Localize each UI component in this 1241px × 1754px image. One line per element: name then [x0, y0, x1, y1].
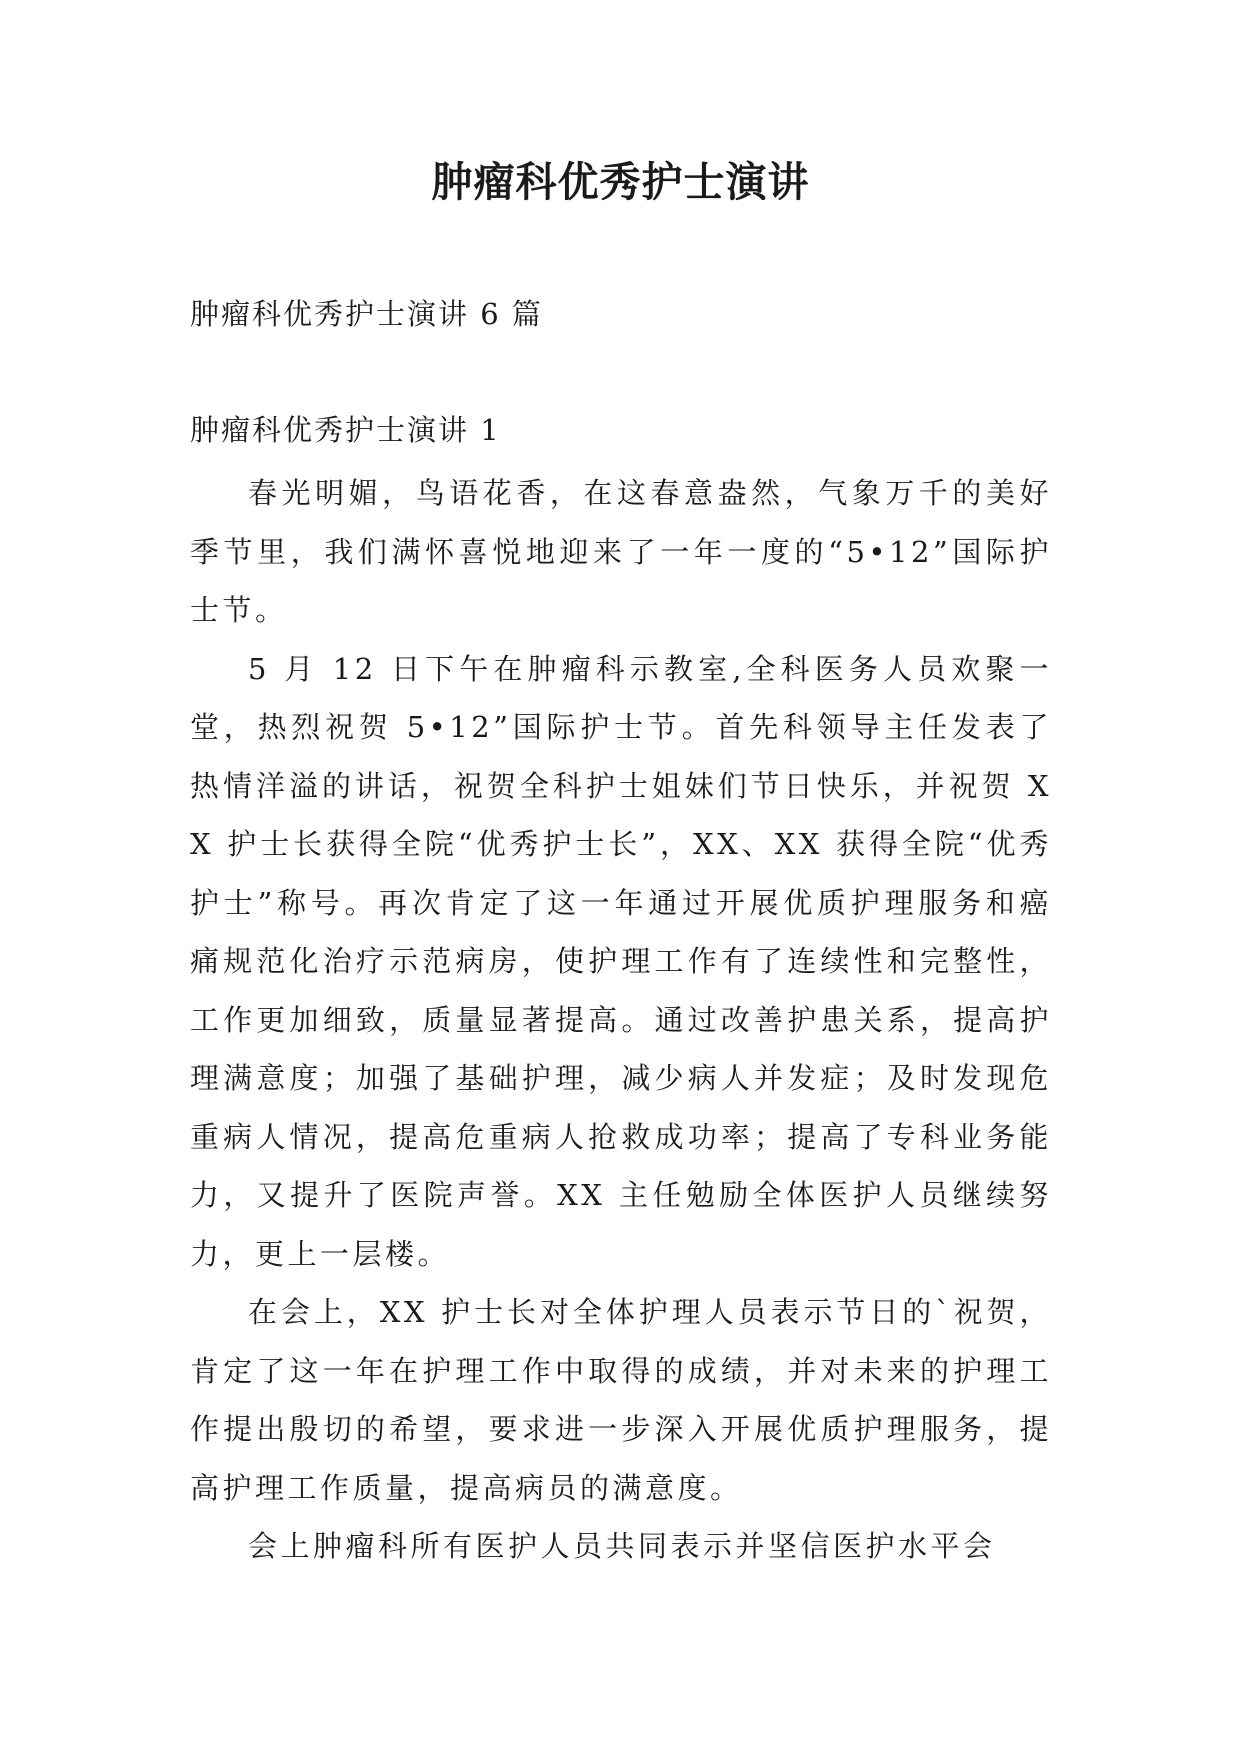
- paragraph: 在会上，XX 护士长对全体护理人员表示节日的`祝贺，肯定了这一年在护理工作中取得的成绩，并对未来的护理工作提出殷切的希望，要求进一步深入开展优质护理服务，提高护理工作质量，提高病员的满意度。: [190, 1295, 1052, 1505]
- paragraph: 春光明媚，鸟语花香，在这春意盎然，气象万千的美好季节里，我们满怀喜悦地迎来了一年一度的“5•12”国际护士节。: [190, 476, 1052, 627]
- document-body: [190, 464, 1052, 1576]
- paragraph: 5 月 12 日下午在肿瘤科示教室,全科医务人员欢聚一堂，热烈祝贺 5•12”国际护士节。首先科领导主任发表了热情洋溢的讲话，祝贺全科护士姐妹们节日快乐，并祝贺 XX 护士长获得全院“优秀护士长”，XX、XX 获得全院“优秀护士”称号。再次肯定了这一年通过开展优质护理服务和癌痛规范化治疗示范病房，使护理工作有了连续性和完整性，工作更加细致，质量显著提高。通过改善护患关系，提高护理满意度；加强了基础护理，减少病人并发症；及时发现危重病人情况，提高危重病人抢救成功率；提高了专科业务能力，又提升了医院声誉。XX 主任勉励全体医护人员继续努力，更上一层楼。: [190, 651, 1052, 1271]
- document-title: 肿瘤科优秀护士演讲: [431, 158, 810, 206]
- section-heading: 肿瘤科优秀护士演讲 1: [190, 413, 501, 447]
- paragraph: 会上肿瘤科所有医护人员共同表示并坚信医护水平会: [248, 1529, 996, 1563]
- document-subtitle: 肿瘤科优秀护士演讲 6 篇: [190, 297, 543, 331]
